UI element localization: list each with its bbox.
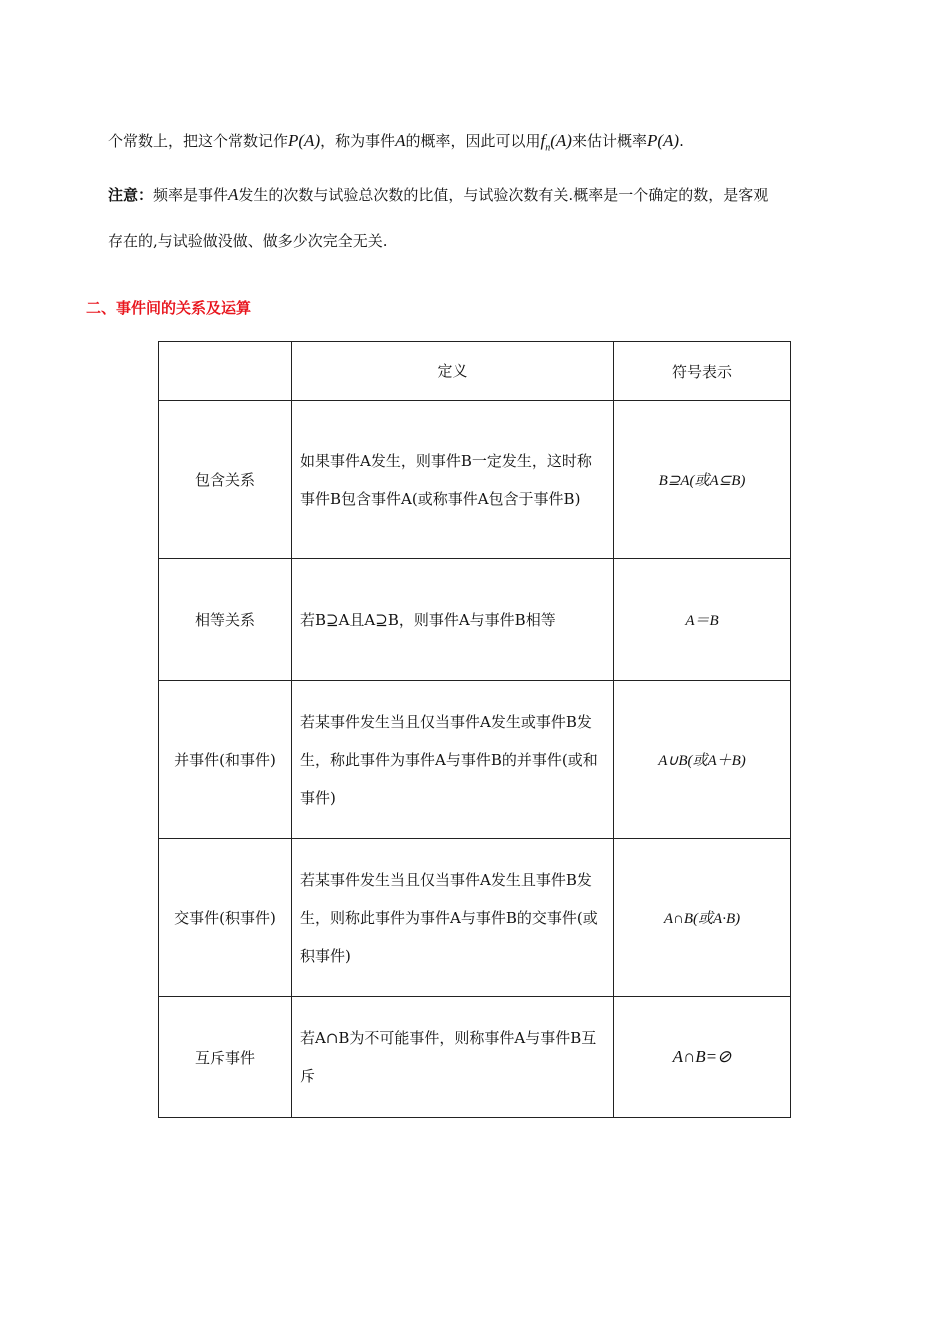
- math-pa-2: P(A): [647, 131, 680, 150]
- table-row: [159, 559, 791, 681]
- note-paragraph: 注意：频率是事件A发生的次数与试验总次数的比值，与试验次数有关.概率是一个确定的数，是客观: [108, 185, 769, 204]
- math-pa: P(A): [288, 131, 321, 150]
- relation-definition: 若B⊇A且A⊇B，则事件A与事件B相等: [292, 559, 614, 681]
- intro-paragraph: 个常数上，把这个常数记作P(A)，称为事件A的概率，因此可以用$f_n(A)$来估计概率P(A).: [108, 131, 684, 154]
- relation-symbol: A∩B(或A·B): [614, 839, 791, 997]
- relation-definition: 若A∩B为不可能事件，则称事件A与事件B互斥: [292, 997, 614, 1118]
- relation-definition: 若某事件发生当且仅当事件A发生或事件B发生，称此事件为事件A与事件B的并事件(或和事件): [292, 681, 614, 839]
- table-row: [159, 401, 791, 559]
- section-heading: 二、事件间的关系及运算: [86, 299, 252, 317]
- header-cell-symbol: 符号表示: [614, 342, 791, 401]
- table-row: [159, 997, 791, 1118]
- header-cell-empty: [159, 342, 292, 401]
- relation-definition: 如果事件A发生，则事件B一定发生，这时称事件B包含事件A(或称事件A包含于事件B): [292, 401, 614, 559]
- relation-symbol: A∩B=⊘: [614, 997, 791, 1118]
- relation-name: 包含关系: [159, 401, 292, 559]
- relation-definition: 若某事件发生当且仅当事件A发生且事件B发生，则称此事件为事件A与事件B的交事件(或积事件): [292, 839, 614, 997]
- event-relations-table: [158, 341, 791, 1118]
- relation-symbol: A∪B(或A＋B): [614, 681, 791, 839]
- note-label: 注意：: [108, 186, 154, 204]
- relation-name: 并事件(和事件): [159, 681, 292, 839]
- relation-symbol: B⊇A(或A⊆B): [614, 401, 791, 559]
- relation-name: 相等关系: [159, 559, 292, 681]
- header-cell-definition: 定义: [292, 342, 614, 401]
- note-paragraph-line2: 存在的,与试验做没做、做多少次完全无关.: [108, 232, 388, 250]
- math-fn: $f_n(A)$: [540, 131, 572, 154]
- table-row: [159, 839, 791, 997]
- relation-name: 互斥事件: [159, 997, 292, 1118]
- table-row: [159, 681, 791, 839]
- relation-name: 交事件(积事件): [159, 839, 292, 997]
- table-header-row: [159, 342, 791, 401]
- relation-symbol: A＝B: [614, 559, 791, 681]
